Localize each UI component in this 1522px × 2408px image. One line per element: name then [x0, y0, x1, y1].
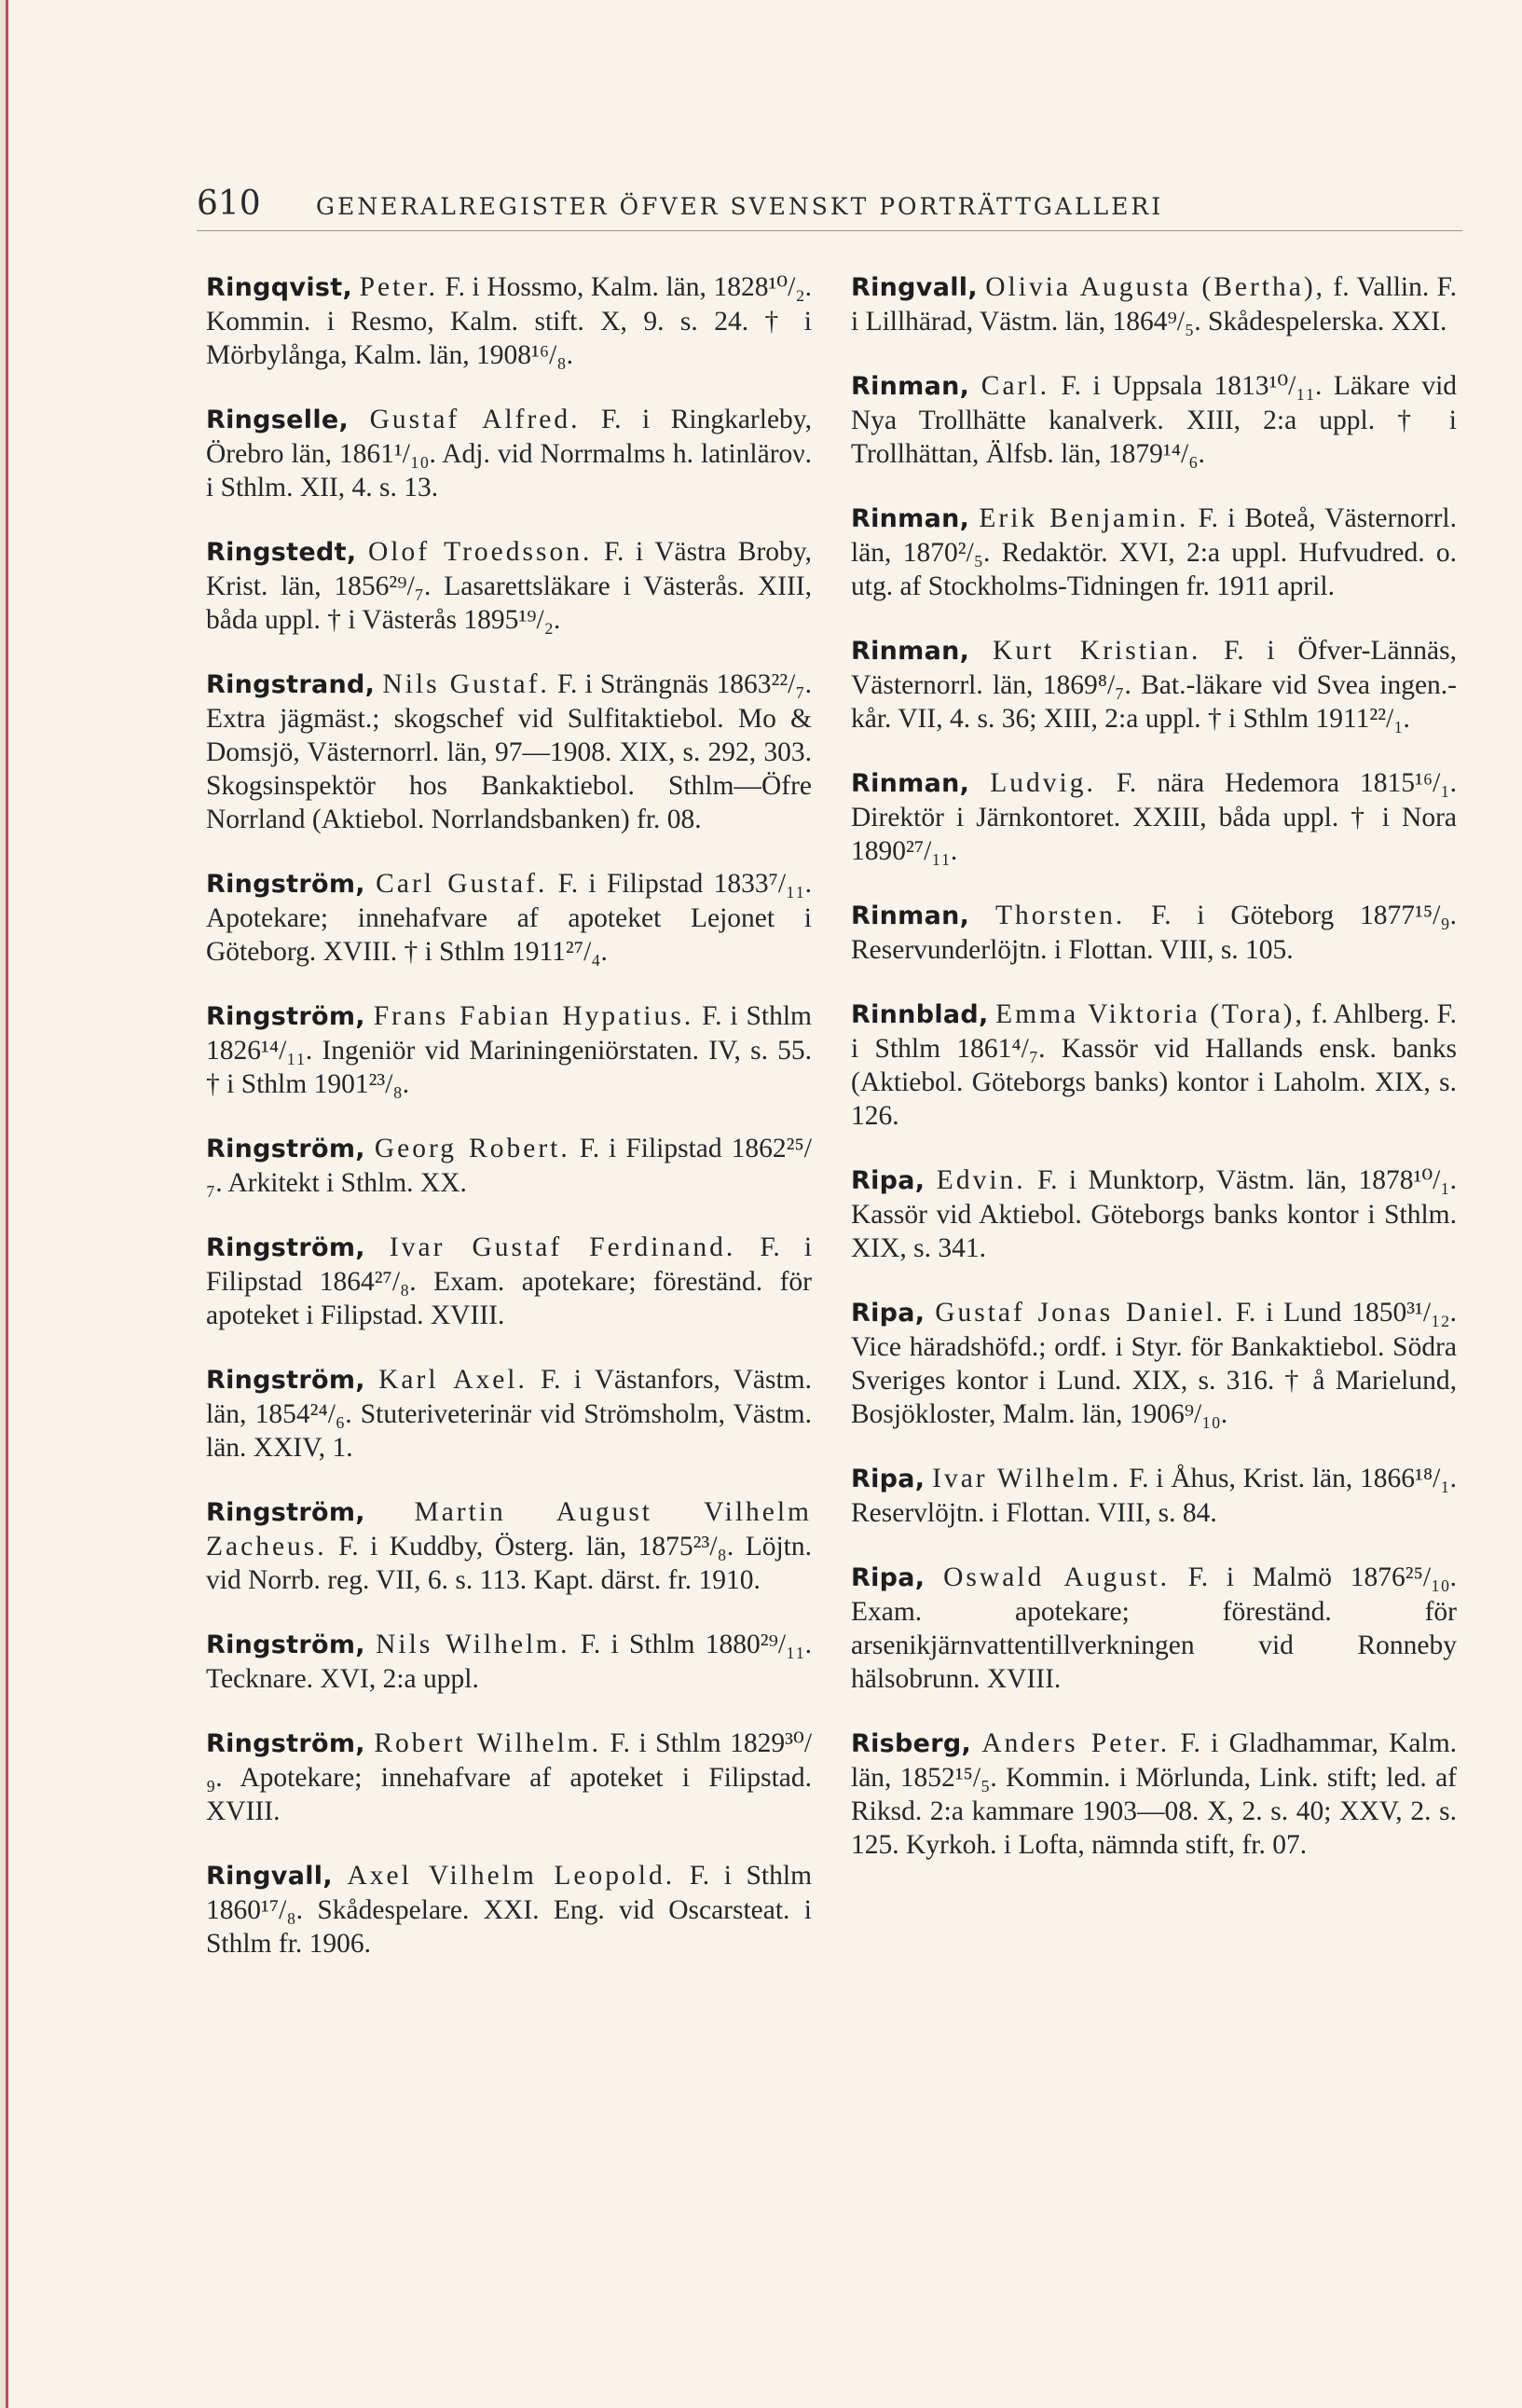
entry-body: F. i Sthlm 1860¹⁷/₈. Skådespelare. XXI. Eng. vid Oscarsteat. i Sthlm fr. 1906. [206, 1861, 813, 1959]
entry-surname: Rinman, [851, 372, 970, 401]
entry-given-name: Olof Troedsson. [367, 537, 593, 567]
register-entry [851, 766, 1457, 868]
register-entry [206, 1859, 812, 1961]
register-entry [206, 1628, 812, 1696]
register-entry [851, 634, 1457, 736]
header-rule [197, 230, 1462, 231]
entry-body: F. i Filipstad 1862²⁵/₇. Arkitekt i Sthlm. XX. [206, 1134, 812, 1198]
entry-surname: Ringqvist, [206, 273, 353, 302]
register-entry [206, 667, 812, 836]
entry-surname: Ringvall, [206, 1862, 333, 1891]
entry-given-name: Anders Peter. [981, 1728, 1171, 1758]
entry-body: F. i Boteå, Västernorrl. län, 1870²/₅. Redaktör. XVI, 2:a uppl. Hufvudred. o. utg. af Stockholms-Tidningen fr. 1911 april. [851, 503, 1457, 601]
register-entry [851, 899, 1457, 967]
entry-given-name: Carl Gustaf. [376, 869, 548, 899]
entry-surname: Ripa, [851, 1563, 926, 1592]
entry-surname: Ringström, [206, 870, 365, 899]
entry-given-name: Karl Axel. [378, 1365, 528, 1395]
entry-surname: Ringvall, [851, 273, 978, 302]
entry-given-name: Carl. [980, 371, 1049, 401]
register-entry [206, 867, 812, 969]
entry-surname: Rinman, [851, 901, 970, 930]
entry-given-name: Ivar Gustaf Ferdinand. [389, 1232, 736, 1262]
entry-surname: Ringselle, [206, 406, 350, 434]
entry-given-name: Nils Gustaf. [382, 669, 550, 699]
entry-surname: Ringström, [206, 1233, 365, 1262]
entry-given-name: Ivar Wilhelm. [932, 1464, 1122, 1493]
entry-body: F. i Åhus, Krist. län, 1866¹⁸/₁. Reservlöjtn. i Flottan. VIII, s. 84. [851, 1464, 1458, 1528]
entry-given-name: Georg Robert. [374, 1134, 570, 1163]
entry-body: F. i Strängnäs 1863²²/₇. Extra jägmäst.; skogschef vid Sulfitaktiebol. Mo & Domsjö, Västernorrl. län, 97—1908. XIX, s. 292, 303. Skogsinspektör hos Bankaktiebol. Sthlm—Öfre Norrland (Aktiebol. Norrlandsbanken) fr. 08. [206, 669, 813, 834]
entry-given-name: Edvin. [936, 1165, 1026, 1195]
entry-body: F. i Sthlm 1829³⁰/₉. Apotekare; innehafvare af apoteket i Filipstad. XVIII. [206, 1728, 813, 1826]
entry-body: F. i Gladhammar, Kalm. län, 1852¹⁵/₅. Kommin. i Mörlunda, Link. stift; led. af Riksd. 2:a kammare 1903—08. X, 2. s. 40; XXV, 2. s. 125. Kyrkoh. i Lofta, nämnda stift, fr. 07. [851, 1728, 1458, 1860]
entry-given-name: Thorsten. [995, 901, 1126, 930]
register-entry [206, 999, 812, 1101]
register-entry [851, 1462, 1457, 1530]
entry-given-name: Nils Wilhelm. [376, 1630, 570, 1659]
entry-body: F. i Uppsala 1813¹⁰/₁₁. Läkare vid Nya Trollhätte kanalverk. XIII, 2:a uppl. † i Trollhättan, Älfsb. län, 1879¹⁴/₆. [851, 371, 1458, 469]
register-entry [851, 1727, 1457, 1862]
entry-surname: Ringstrand, [206, 670, 376, 699]
entry-given-name: Martin August Vilhelm Zacheus. [206, 1497, 812, 1562]
entry-body: F. i Hossmo, Kalm. län, 1828¹⁰/₂. Kommin. i Resmo, Kalm. stift. X, 9. s. 24. † i Mörbylånga, Kalm. län, 1908¹⁶/₈. [206, 272, 812, 370]
register-entry [206, 535, 812, 637]
entry-given-name: Robert Wilhelm. [374, 1728, 602, 1758]
entry-body: F. i Munktorp, Västm. län, 1878¹⁰/₁. Kassör vid Aktiebol. Göteborgs banks kontor i Sthlm. XIX, s. 341. [851, 1165, 1458, 1263]
entry-surname: Ringström, [206, 1498, 365, 1527]
entry-body: F. i Malmö 1876²⁵/₁₀. Exam. apotekare; föreständ. för arsenikjärnvattentillverkningen vid Ronneby hälsobrunn. XVIII. [851, 1562, 1458, 1694]
register-entry [851, 369, 1457, 471]
entry-body: F. i Västanfors, Västm. län, 1854²⁴/₆. Stuteriveterinär vid Strömsholm, Västm. län. XXIV, 1. [206, 1365, 813, 1463]
left-column [206, 270, 812, 1991]
register-entry [851, 270, 1457, 338]
entry-surname: Rinnblad, [851, 1000, 989, 1029]
entry-body: F. i Ringkarleby, Örebro län, 1861¹/₁₀. Adj. vid Norrmalms h. latinläroν. i Sthlm. XII, 4. s. 13. [206, 405, 813, 502]
entry-surname: Ringström, [206, 1631, 365, 1659]
register-entry [851, 1296, 1457, 1431]
entry-surname: Rinman, [851, 769, 970, 798]
register-entry [206, 1363, 812, 1465]
entry-body: f. Ahlberg. F. i Sthlm 1861⁴/₇. Kassör vid Hallands ensk. banks (Aktiebol. Göteborgs banks) kontor i Laholm. XIX, s. 126. [851, 999, 1458, 1131]
register-entry [206, 1132, 812, 1200]
entry-surname: Risberg, [851, 1729, 972, 1758]
entry-surname: Ringstedt, [206, 538, 357, 567]
entry-surname: Ringström, [206, 1135, 365, 1163]
entry-given-name: Gustaf Jonas Daniel. [935, 1298, 1227, 1328]
page [6, 0, 1522, 2408]
register-entry [206, 1495, 812, 1597]
register-entry [851, 1163, 1457, 1265]
entry-body: f. Vallin. F. i Lillhärad, Västm. län, 1864⁹/₅. Skådespelerska. XXI. [851, 272, 1458, 337]
entry-body: F. i Sthlm 1880²⁹/₁₁. Tecknare. XVI, 2:a uppl. [206, 1630, 813, 1694]
entry-given-name: Axel Vilhelm Leopold. [347, 1861, 676, 1891]
running-title: GENERALREGISTER ÖFVER SVENSKT PORTRÄTTGALLERI [316, 193, 1164, 220]
entry-given-name: Erik Benjamin. [979, 503, 1189, 533]
entry-surname: Ringström, [206, 1729, 365, 1758]
register-entry [206, 1231, 812, 1332]
entry-surname: Ripa, [851, 1299, 926, 1328]
entry-body: F. i Västra Broby, Krist. län, 1856²⁹/₇. Lasarettsläkare i Västerås. XIII, båda uppl. † i Västerås 1895¹⁹/₂. [206, 537, 812, 635]
page-number: 610 [197, 185, 261, 223]
entry-given-name: Gustaf Alfred. [369, 405, 581, 434]
entry-given-name: Frans Fabian Hypatius. [373, 1001, 694, 1031]
entry-given-name: Peter. [359, 272, 438, 302]
register-entry [206, 1727, 812, 1828]
entry-surname: Rinman, [851, 637, 970, 666]
entry-body: F. i Lund 1850³¹/₁₂. Vice häradshöfd.; ordf. i Styr. för Bankaktiebol. Södra Sveriges kontor i Lund. XIX, s. 316. † å Marielund, Bosjökloster, Malm. län, 1906⁹/₁₀. [851, 1298, 1458, 1429]
entry-body: F. i Sthlm 1826¹⁴/₁₁. Ingeniör vid Mariningeniörstaten. IV, s. 55. † i Sthlm 1901²³/₈. [206, 1001, 813, 1099]
entry-surname: Ringström, [206, 1002, 365, 1031]
entry-surname: Ringström, [206, 1366, 365, 1395]
entry-given-name: Olivia Augusta (Bertha), [985, 272, 1326, 302]
page-header [197, 185, 1464, 223]
entry-surname: Ripa, [851, 1166, 926, 1195]
register-entry [851, 1561, 1457, 1696]
entry-given-name: Emma Viktoria (Tora), [995, 999, 1305, 1029]
entry-body: F. i Öfver-Lännäs, Västernorrl. län, 1869⁸/₇. Bat.-läkare vid Svea ingen.-kår. VII, 4. s. 36; XIII, 2:a uppl. † i Sthlm 1911²²/₁. [851, 636, 1458, 734]
entry-body: F. i Filipstad 1864²⁷/₈. Exam. apotekare; föreständ. för apoteket i Filipstad. XVIII. [206, 1232, 813, 1330]
entry-given-name: Oswald August. [943, 1562, 1170, 1592]
register-entry [206, 270, 812, 372]
entry-given-name: Ludvig. [990, 768, 1096, 798]
entry-body: F. i Kuddby, Österg. län, 1875²³/₈. Löjtn. vid Norrb. reg. VII, 6. s. 113. Kapt. därst. fr. 1910. [206, 1532, 812, 1595]
entry-surname: Ripa, [851, 1465, 926, 1493]
register-entry [851, 502, 1457, 603]
right-column [851, 270, 1457, 1892]
entry-given-name: Kurt Kristian. [993, 636, 1201, 666]
entry-body: F. nära Hedemora 1815¹⁶/₁. Direktör i Järnkontoret. XXIII, båda uppl. † i Nora 1890²⁷/₁₁. [851, 768, 1458, 866]
entry-surname: Rinman, [851, 504, 970, 533]
entry-body: F. i Filipstad 1833⁷/₁₁. Apotekare; innehafvare af apoteket Lejonet i Göteborg. XVIII. † i Sthlm 1911²⁷/₄. [206, 869, 812, 967]
register-entry [206, 403, 812, 504]
register-entry [851, 998, 1457, 1133]
entry-body: F. i Göteborg 1877¹⁵/₉. Reservunderlöjtn. i Flottan. VIII, s. 105. [851, 901, 1457, 965]
